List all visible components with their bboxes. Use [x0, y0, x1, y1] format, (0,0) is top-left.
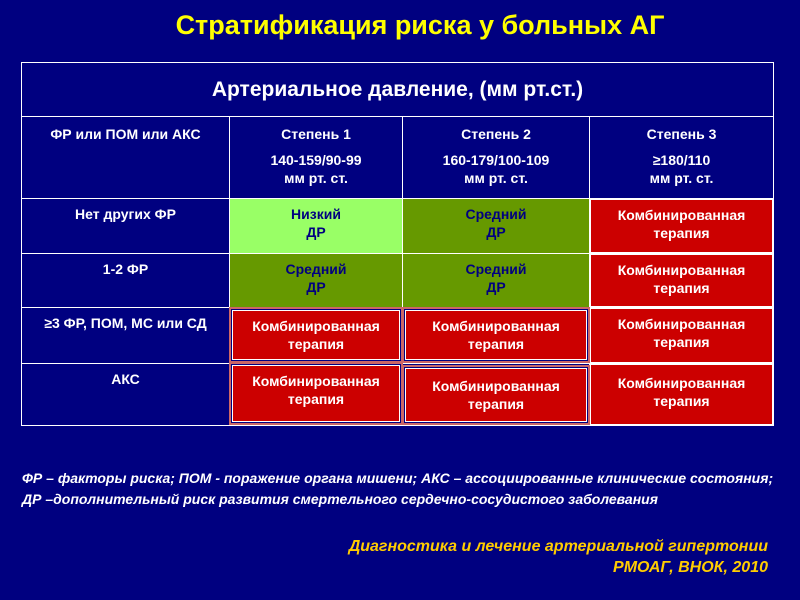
risk-cell-low	[230, 199, 402, 253]
therapy-word: терапия	[653, 393, 710, 409]
risk-level: Низкий	[291, 206, 341, 222]
therapy-word: терапия	[653, 280, 710, 296]
source-citation	[349, 536, 768, 578]
risk-cell-medium	[230, 254, 402, 307]
column-header	[590, 117, 773, 198]
risk-cell-medium	[403, 199, 589, 253]
risk-cell-combined	[232, 310, 400, 360]
risk-unit: ДР	[486, 279, 506, 295]
risk-unit: ДР	[486, 224, 506, 240]
risk-cell-combined	[590, 199, 773, 253]
therapy-word: терапия	[653, 334, 710, 350]
risk-cell-combined	[590, 254, 773, 307]
row-label: 1-2 ФР	[102, 261, 149, 277]
therapy-label: Комбинированная	[432, 378, 560, 394]
therapy-word: терапия	[287, 391, 345, 407]
risk-cell-combined	[405, 310, 587, 360]
page-title: Стратификация риска у больных АГ	[175, 10, 665, 40]
row-label: АКС	[111, 371, 140, 387]
column-degree: Степень 2	[461, 126, 531, 142]
row-label: Нет других ФР	[75, 206, 176, 222]
column-range: ≥180/110	[652, 152, 711, 168]
risk-table	[21, 62, 774, 426]
therapy-word: терапия	[653, 225, 710, 241]
source-title: Диагностика и лечение артериальной гипертонии	[348, 538, 768, 555]
therapy-word: терапия	[467, 336, 525, 352]
column-unit: мм рт. ст.	[284, 170, 348, 186]
row-label: ≥3 ФР, ПОМ, МС или СД	[44, 315, 207, 331]
column-range: 160-179/100-109	[442, 152, 550, 168]
footnote-abbreviations: ФР – факторы риска; ПОМ - поражение органа мишени; АКС – ассоциированные клинические состояния; ДР –дополнительный риск развития смертельного сердечно-сосудистого заболевания	[22, 470, 774, 507]
therapy-label: Комбинированная	[617, 316, 746, 332]
risk-cell-combined	[232, 365, 400, 422]
column-degree: Степень 3	[646, 126, 717, 142]
risk-level: Средний	[285, 261, 347, 277]
risk-level: Средний	[465, 261, 527, 277]
risk-unit: ДР	[306, 279, 326, 295]
column-unit: мм рт. ст.	[649, 170, 714, 186]
therapy-label: Комбинированная	[432, 318, 560, 334]
corner-label: ФР или ПОМ или АКС	[50, 126, 201, 142]
column-header	[403, 117, 589, 198]
source-authors: РМОАГ, ВНОК, 2010	[613, 559, 768, 576]
table-header: Артериальное давление, (мм рт.ст.)	[22, 63, 773, 117]
therapy-label: Комбинированная	[617, 207, 746, 223]
risk-cell-combined	[405, 368, 587, 422]
risk-unit: ДР	[306, 224, 326, 240]
risk-level: Средний	[465, 206, 527, 222]
risk-cell-combined	[590, 364, 773, 425]
risk-cell-combined	[590, 308, 773, 363]
column-header	[230, 117, 402, 198]
column-unit: мм рт. ст.	[464, 170, 528, 186]
column-range: 140-159/90-99	[270, 152, 362, 168]
therapy-label: Комбинированная	[617, 375, 746, 391]
therapy-word: терапия	[467, 396, 525, 412]
therapy-label: Комбинированная	[252, 373, 380, 389]
therapy-label: Комбинированная	[252, 318, 380, 334]
risk-cell-medium	[403, 254, 589, 307]
therapy-label: Комбинированная	[617, 262, 746, 278]
column-degree: Степень 1	[281, 126, 351, 142]
therapy-word: терапия	[287, 336, 345, 352]
